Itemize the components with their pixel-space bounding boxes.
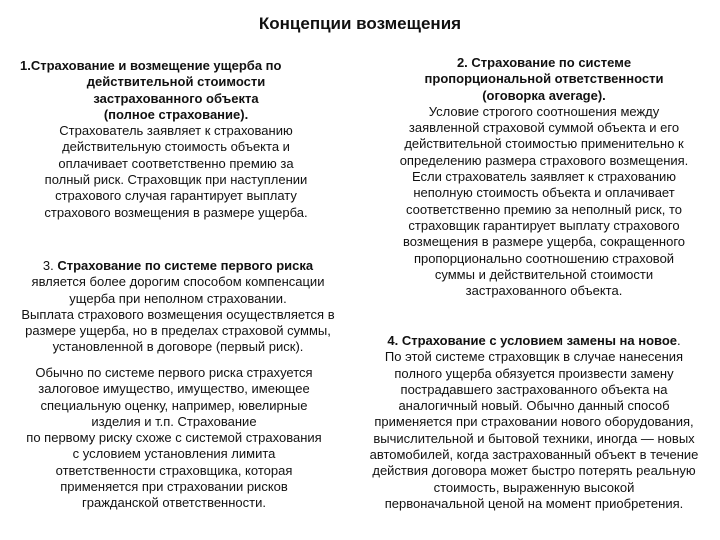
- concept-replacement: [356, 333, 712, 512]
- block2-body-line: неполную стоимость объекта и оплачивает: [413, 185, 675, 201]
- block4-heading-line: 4. Страхование с условием замены на новое.: [387, 333, 681, 348]
- block4-body-line: полного ущерба обязуется произвести замену: [394, 365, 674, 381]
- block3-note-line: гражданской ответственности.: [82, 495, 266, 511]
- block3-note-line: изделия и т.п. Страхование: [91, 413, 257, 429]
- block1-body-line: страхового возмещения в размере ущерба.: [44, 204, 308, 220]
- block2-body-line: суммы и действительной стоимости: [434, 266, 654, 282]
- block4-body-line: стоимость, выраженную высокой: [433, 479, 635, 495]
- block4-body-line: действия договора может быстро потерять реальную: [372, 463, 696, 479]
- block1-body-line: оплачивает соответственно премию за: [58, 155, 294, 171]
- block3-body-line: является более дорогим способом компенсации: [31, 274, 325, 290]
- block2-body-line: действительной стоимостью применительно к: [404, 136, 684, 152]
- block4-body-line: аналогичный новый. Обычно данный способ: [398, 398, 670, 414]
- block3-note-line: применяется при страховании рисков: [60, 479, 288, 495]
- block4-body-line: автомобилей, когда застрахованный объект в течение: [369, 447, 699, 463]
- block1-heading-line: 1.Страхование и возмещение ущерба по: [20, 58, 282, 73]
- block1-body-line: Страхователь заявляет к страхованию: [59, 123, 293, 139]
- concept-proportional: [376, 55, 712, 299]
- block3-body-line: размере ущерба, но в пределах страховой суммы,: [25, 323, 331, 339]
- block1-body-line: полный риск. Страховщик при наступлении: [44, 172, 308, 188]
- block3-note-line: ответственности страховщика, которая: [55, 462, 293, 478]
- block2-body-line: пропорционально соотношению страховой: [413, 250, 675, 266]
- block3-note-line: с условием установления лимита: [72, 446, 276, 462]
- block1-body-line: действительную стоимость объекта и: [62, 139, 290, 155]
- block4-body-line: пострадавшего застрахованного объекта на: [400, 381, 668, 397]
- block2-body-line: Условие строгого соотношения между: [428, 103, 660, 119]
- block2-heading-line: 2. Страхование по системе: [456, 55, 632, 70]
- block3-note-line: по первому риску схоже с системой страхования: [26, 430, 322, 446]
- block3-body-line: Выплата страхового возмещения осуществляется в: [21, 306, 335, 322]
- block1-heading-line: застрахованного объекта: [93, 90, 259, 106]
- block2-body-line: Если страхователь заявляет к страхованию: [411, 169, 677, 185]
- block1-body-line: страхового случая гарантирует выплату: [55, 188, 297, 204]
- block2-body-line: соответственно премию за неполный риск, то: [406, 201, 682, 217]
- block2-body-line: возмещения в размере ущерба, сокращенного: [402, 234, 686, 250]
- block2-body-line: определению размера страхового возмещения.: [399, 152, 689, 168]
- block1-heading-line: действительной стоимости: [86, 74, 266, 90]
- concept-first-risk: [6, 258, 350, 356]
- block4-body-line: первоначальной ценой на момент приобретения.: [384, 495, 684, 511]
- block2-body-line: заявленной страховой суммой объекта и его: [408, 120, 680, 136]
- block2-heading-line: (оговорка average).: [482, 87, 606, 103]
- block3-body-line: ущерба при неполном страховании.: [69, 290, 287, 306]
- block2-body-line: страховщик гарантирует выплату страхового: [408, 217, 680, 233]
- block4-body-line: вычислительной и бытовой техники, иногда — новых: [373, 430, 695, 446]
- block2-body-line: застрахованного объекта.: [465, 283, 623, 299]
- concept-first-risk-note: [4, 365, 344, 512]
- block1-heading-line: (полное страхование).: [103, 106, 249, 122]
- block3-note-line: залоговое имущество, имущество, имеющее: [38, 381, 310, 397]
- block4-body-line: применяется при страховании нового оборудования,: [374, 414, 694, 430]
- concept-full-insurance: [16, 58, 336, 221]
- block3-note-line: специальную оценку, например, ювелирные: [40, 397, 308, 413]
- block3-note-line: Обычно по системе первого риска страхуется: [35, 365, 313, 380]
- page-title: Концепции возмещения: [258, 14, 462, 33]
- block2-heading-line: пропорциональной ответственности: [424, 71, 664, 87]
- block3-heading-line: 3. Страхование по системе первого риска: [42, 258, 314, 273]
- block4-body-line: По этой системе страховщик в случае нанесения: [384, 349, 684, 365]
- block3-body-line: установленной в договоре (первый риск).: [52, 339, 304, 355]
